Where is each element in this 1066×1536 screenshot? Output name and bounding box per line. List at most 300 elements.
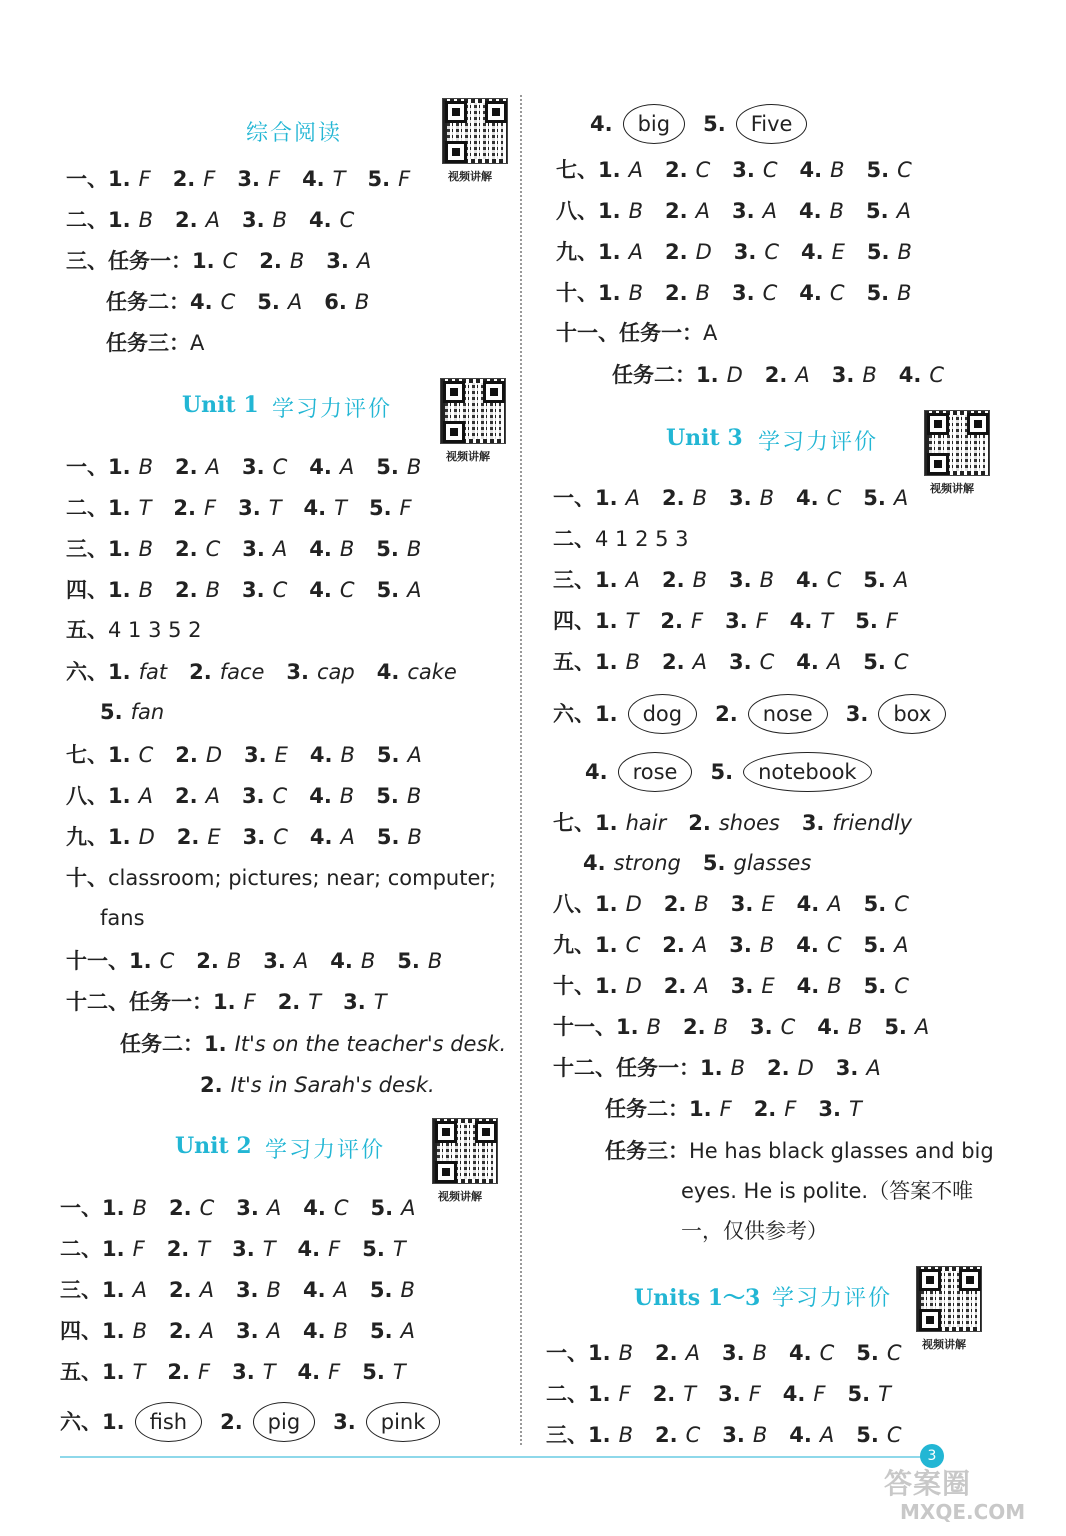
- question-label: 八、: [556, 199, 598, 223]
- item-number: 5.: [370, 1196, 394, 1220]
- answer-row: [612, 360, 966, 390]
- answer-value: B: [407, 825, 422, 849]
- item-number: 1.: [595, 650, 618, 674]
- circled-answer-row: [60, 1402, 458, 1442]
- item-number: 2.: [176, 825, 200, 849]
- item-number: 3.: [232, 1360, 255, 1384]
- item-number: 4.: [796, 892, 820, 916]
- answer-value: A: [826, 650, 842, 674]
- item-number: 5.: [376, 578, 400, 602]
- item-number: 4.: [309, 208, 332, 232]
- circled-word: pink: [366, 1402, 441, 1442]
- item-number: 2.: [664, 240, 688, 264]
- answer-value: T: [308, 990, 322, 1014]
- answer-value: T: [878, 1382, 891, 1406]
- answer-value: B: [333, 1319, 348, 1343]
- item-number: 3.: [730, 974, 754, 998]
- item-number: 5.: [710, 760, 734, 784]
- section-heading: Unit 2: [175, 1133, 252, 1159]
- item-number: 4.: [309, 578, 332, 602]
- answer-value: F: [328, 1360, 341, 1384]
- item-number: 1.: [108, 455, 131, 479]
- answer-value: T: [392, 1360, 406, 1384]
- answer-value: F: [755, 609, 768, 633]
- question-label: 三、: [546, 1423, 588, 1447]
- answer-value: A: [894, 933, 909, 957]
- question-label: 十二、任务一：: [66, 990, 213, 1014]
- item-number: 1.: [108, 660, 131, 684]
- item-number: 1.: [108, 578, 131, 602]
- item-number: 5.: [362, 1237, 385, 1261]
- answer-value: A: [893, 568, 909, 592]
- answer-row: [681, 1216, 850, 1246]
- qr-finder: [443, 381, 465, 403]
- answer-row: [60, 1316, 437, 1346]
- item-number: 2.: [196, 949, 219, 973]
- item-number: 1.: [588, 1341, 611, 1365]
- item-number: 4.: [303, 496, 327, 520]
- item-number: 3.: [731, 199, 755, 223]
- answer-row: [66, 164, 432, 194]
- answer-value: C: [897, 158, 912, 182]
- item-number: 2.: [652, 1382, 676, 1406]
- item-number: 5.: [369, 1278, 393, 1302]
- answer-value: B: [830, 158, 845, 182]
- answer-row: [553, 524, 711, 554]
- item-number: 1.: [108, 496, 131, 520]
- qr-finder: [443, 421, 465, 443]
- item-number: 4.: [801, 240, 824, 264]
- answer-value: B: [339, 537, 355, 561]
- answer-row: [66, 863, 518, 893]
- answer-value: C: [886, 1341, 902, 1365]
- item-number: 5.: [863, 974, 887, 998]
- item-number: 4.: [297, 1237, 321, 1261]
- question-label: 一、: [553, 486, 595, 510]
- answer-row: [553, 565, 930, 595]
- answer-row: [60, 1193, 437, 1223]
- answer-row: [106, 287, 391, 317]
- circled-word: box: [878, 694, 946, 734]
- answer-value: B: [138, 455, 154, 479]
- item-number: 5.: [863, 486, 886, 510]
- item-number: 1.: [108, 208, 131, 232]
- item-number: 2.: [655, 1341, 678, 1365]
- answer-row: [66, 987, 409, 1017]
- answer-value: A: [762, 199, 777, 223]
- answer-value: A: [694, 974, 709, 998]
- item-number: 5.: [865, 199, 889, 223]
- answer-value: B: [406, 784, 422, 808]
- answer-value: A: [287, 290, 303, 314]
- answer-row: [553, 1053, 903, 1083]
- item-number: 3.: [732, 158, 755, 182]
- item-number: 2.: [661, 486, 685, 510]
- bottom-rule: [60, 1456, 940, 1458]
- answer-value: B: [272, 208, 287, 232]
- answer-value: C: [272, 784, 288, 808]
- circled-answer-row: [553, 694, 964, 734]
- answer-row: [546, 1379, 913, 1409]
- circled-word: fish: [135, 1402, 202, 1442]
- item-number: 4.: [330, 949, 353, 973]
- qr-code-icon: [442, 98, 508, 164]
- question-label: 五、: [553, 650, 595, 674]
- item-number: 4.: [585, 760, 608, 784]
- answer-value: T: [392, 1237, 406, 1261]
- item-number: 2.: [169, 1196, 192, 1220]
- answer-value: A: [866, 1056, 881, 1080]
- qr-caption: 视频讲解: [446, 450, 490, 463]
- answer-value: friendly: [832, 811, 913, 835]
- item-number: 4.: [789, 1341, 812, 1365]
- answer-value: T: [332, 167, 346, 191]
- qr-code-icon: [432, 1118, 498, 1184]
- item-number: 1.: [689, 1097, 712, 1121]
- answer-value: F: [138, 167, 151, 191]
- answer-value: B: [897, 281, 912, 305]
- answer-row: [66, 534, 443, 564]
- item-number: 3.: [235, 1319, 259, 1343]
- answer-row: [605, 1136, 1016, 1166]
- item-number: 4.: [789, 1423, 812, 1447]
- item-number: 3.: [730, 892, 754, 916]
- circled-word: rose: [618, 752, 693, 792]
- item-number: 5.: [376, 743, 400, 767]
- answer-value: C: [780, 1015, 796, 1039]
- answer-value: B: [289, 249, 305, 273]
- item-number: 2.: [665, 199, 688, 223]
- answer-value: B: [266, 1278, 281, 1302]
- item-number: 3.: [241, 784, 265, 808]
- answer-value: B: [752, 1423, 768, 1447]
- answer-row: [553, 1012, 951, 1042]
- answer-row: [546, 1420, 924, 1450]
- item-number: 2.: [167, 1360, 191, 1384]
- item-number: 4.: [789, 609, 813, 633]
- answer-value: C: [222, 249, 238, 273]
- item-number: 4.: [190, 290, 213, 314]
- question-label: 九、: [556, 240, 598, 264]
- item-number: 2.: [715, 702, 738, 726]
- answer-row: [605, 1094, 884, 1124]
- item-number: 4.: [303, 1196, 326, 1220]
- answer-value: T: [625, 609, 639, 633]
- section-heading: Units 1～3: [634, 1285, 761, 1311]
- answer-value: B: [406, 455, 422, 479]
- answer-value: F: [813, 1382, 826, 1406]
- answer-row: [120, 1029, 528, 1059]
- item-number: 5.: [362, 1360, 385, 1384]
- answer-value: A: [205, 455, 220, 479]
- answer-row: [66, 946, 464, 976]
- item-number: 5.: [376, 825, 400, 849]
- question-label: 六、: [66, 660, 108, 684]
- answer-value: B: [138, 208, 154, 232]
- answer-row: [583, 848, 833, 878]
- answer-value: C: [894, 892, 909, 916]
- answer-value: T: [132, 1360, 146, 1384]
- item-number: 2.: [175, 743, 198, 767]
- item-number: 2.: [172, 167, 196, 191]
- watermark-logo: 答案圈: [884, 1467, 972, 1500]
- answer-value: F: [203, 167, 216, 191]
- circled-word: nose: [748, 694, 828, 734]
- answer-row: [66, 452, 443, 482]
- item-number: 2.: [660, 609, 684, 633]
- item-number: 2.: [764, 363, 788, 387]
- item-number: 2.: [200, 1073, 223, 1097]
- answer-row: [681, 1176, 995, 1206]
- answer-text: 4 1 2 5 3: [595, 527, 689, 551]
- answer-text: 一，仅供参考）: [681, 1219, 828, 1243]
- item-number: 4.: [302, 167, 325, 191]
- item-number: 2.: [663, 892, 687, 916]
- answer-value: A: [400, 1319, 415, 1343]
- answer-value: C: [886, 1423, 902, 1447]
- answer-value: glasses: [733, 851, 812, 875]
- answer-value: B: [226, 949, 242, 973]
- answer-value: B: [692, 568, 707, 592]
- answer-value: A: [625, 486, 640, 510]
- answer-value: B: [897, 240, 912, 264]
- answer-value: D: [726, 363, 743, 387]
- item-number: 1.: [192, 249, 215, 273]
- answer-value: B: [400, 1278, 415, 1302]
- item-number: 5.: [847, 1382, 871, 1406]
- item-number: 2.: [259, 249, 282, 273]
- answer-value: F: [885, 609, 898, 633]
- answer-value: face: [219, 660, 265, 684]
- question-label: 四、: [553, 609, 595, 633]
- answer-value: F: [198, 1360, 211, 1384]
- section-heading: 学习力评价: [758, 430, 879, 455]
- section-heading: 综合阅读: [246, 121, 343, 146]
- answer-value: C: [893, 650, 909, 674]
- answer-value: D: [797, 1056, 814, 1080]
- item-number: 1.: [598, 281, 621, 305]
- answer-row: [66, 657, 479, 687]
- answer-value: F: [618, 1382, 631, 1406]
- question-label: 三、: [60, 1278, 102, 1302]
- question-label: 十、: [556, 281, 598, 305]
- item-number: 1.: [588, 1423, 611, 1447]
- answer-value: F: [784, 1097, 797, 1121]
- item-number: 3.: [343, 990, 366, 1014]
- item-number: 4.: [799, 158, 823, 182]
- item-number: 1.: [595, 609, 618, 633]
- answer-value: D: [205, 743, 223, 767]
- answer-value: B: [847, 1015, 863, 1039]
- section-heading: 学习力评价: [772, 1286, 893, 1311]
- question-label: 七、: [556, 158, 598, 182]
- item-number: 5.: [863, 933, 887, 957]
- answer-value: A: [685, 1341, 700, 1365]
- item-number: 4.: [796, 974, 820, 998]
- qr-finder: [475, 1121, 497, 1143]
- answer-value: F: [328, 1237, 341, 1261]
- answer-value: A: [628, 158, 643, 182]
- page-number: 3: [920, 1444, 944, 1468]
- item-number: 3.: [326, 249, 349, 273]
- answer-row: [60, 1234, 428, 1264]
- question-label: 三、: [66, 537, 108, 561]
- answer-value: T: [262, 1237, 276, 1261]
- answer-value: B: [628, 199, 644, 223]
- item-number: 2.: [174, 784, 198, 808]
- qr-finder: [485, 101, 507, 123]
- item-number: 4.: [796, 650, 819, 674]
- answer-value: C: [333, 1196, 349, 1220]
- item-number: 2.: [661, 568, 685, 592]
- item-number: 4.: [898, 363, 922, 387]
- answer-value: B: [625, 650, 641, 674]
- item-number: 3.: [831, 363, 855, 387]
- qr-code-icon: [924, 410, 990, 476]
- answer-value: B: [646, 1015, 662, 1039]
- answer-value: A: [199, 1278, 214, 1302]
- item-number: 2.: [189, 660, 212, 684]
- question-label: 十一、任务一：: [556, 321, 703, 345]
- answer-value: C: [220, 290, 236, 314]
- answer-value: T: [848, 1097, 862, 1121]
- answer-value: B: [132, 1196, 148, 1220]
- item-number: 5.: [702, 851, 726, 875]
- item-number: 3.: [242, 825, 266, 849]
- answer-row: [553, 606, 920, 636]
- answer-text: fans: [100, 906, 145, 930]
- answer-value: strong: [613, 851, 681, 875]
- item-number: 1.: [595, 811, 618, 835]
- item-number: 4.: [302, 1278, 326, 1302]
- answer-value: E: [761, 892, 775, 916]
- answer-value: F: [132, 1237, 145, 1261]
- question-label: 五、: [66, 618, 108, 642]
- question-label: 六、: [553, 702, 595, 726]
- answer-value: F: [267, 167, 281, 191]
- answer-value: D: [695, 240, 712, 264]
- item-number: 5.: [866, 158, 890, 182]
- answer-row: [556, 278, 934, 308]
- item-number: 2.: [175, 578, 198, 602]
- question-label: 十、: [553, 974, 595, 998]
- item-number: 3.: [801, 811, 825, 835]
- item-number: 1.: [595, 568, 618, 592]
- item-number: 1.: [616, 1015, 639, 1039]
- answer-value: cap: [317, 660, 355, 684]
- item-number: 3.: [728, 568, 752, 592]
- item-number: 4.: [798, 199, 822, 223]
- item-number: 5.: [257, 290, 280, 314]
- answer-value: B: [692, 486, 707, 510]
- item-number: 6.: [324, 290, 347, 314]
- answer-row: [100, 697, 186, 727]
- item-number: 1.: [108, 167, 131, 191]
- item-number: 3.: [286, 660, 310, 684]
- question-label: 十一、: [553, 1015, 616, 1039]
- item-number: 4.: [309, 743, 333, 767]
- answer-value: A: [819, 1423, 835, 1447]
- answer-row: [556, 318, 739, 348]
- answer-value: C: [339, 208, 355, 232]
- item-number: 1.: [700, 1056, 723, 1080]
- answer-value: C: [759, 650, 775, 674]
- qr-caption: 视频讲解: [930, 482, 974, 495]
- answer-value: F: [398, 167, 411, 191]
- item-number: 2.: [169, 1319, 192, 1343]
- section-heading: Unit 3: [666, 425, 743, 451]
- answer-row: [66, 575, 444, 605]
- item-number: 3.: [733, 240, 757, 264]
- answer-value: D: [138, 825, 155, 849]
- answer-value: C: [625, 933, 641, 957]
- circled-word: pig: [253, 1402, 316, 1442]
- answer-value: T: [683, 1382, 697, 1406]
- answer-text: A: [703, 321, 718, 345]
- answer-value: C: [695, 158, 711, 182]
- question-label: 二、: [66, 496, 108, 520]
- answer-row: [553, 483, 930, 513]
- answer-value: A: [356, 249, 372, 273]
- item-number: 2.: [688, 811, 711, 835]
- item-number: 3.: [721, 1341, 745, 1365]
- item-number: 2.: [664, 158, 688, 182]
- answer-value: A: [272, 537, 288, 561]
- answer-row: [100, 903, 167, 933]
- answer-row: [553, 647, 930, 677]
- question-label: 八、: [553, 892, 595, 916]
- question-label: 六、: [60, 1410, 102, 1434]
- item-number: 1.: [102, 1319, 125, 1343]
- qr-finder: [435, 1161, 457, 1183]
- answer-value: T: [262, 1360, 276, 1384]
- item-number: 5.: [703, 112, 726, 136]
- item-number: 5.: [856, 1341, 879, 1365]
- question-label: 二、: [546, 1382, 588, 1406]
- item-number: 2.: [662, 650, 685, 674]
- item-number: 5.: [397, 949, 420, 973]
- answer-value: B: [340, 743, 355, 767]
- answer-value: B: [618, 1341, 634, 1365]
- answer-value: A: [407, 578, 422, 602]
- question-label: 十一、: [66, 949, 129, 973]
- answer-value: E: [831, 240, 845, 264]
- item-number: 4.: [309, 455, 332, 479]
- qr-code-icon: [916, 1266, 982, 1332]
- answer-value: fat: [138, 660, 168, 684]
- answer-value: B: [695, 281, 711, 305]
- qr-code-icon: [440, 378, 506, 444]
- item-number: 4.: [583, 851, 606, 875]
- answer-row: [553, 889, 931, 919]
- question-label: 任务三：: [106, 331, 190, 355]
- answer-value: A: [205, 208, 220, 232]
- answer-value: B: [752, 1341, 767, 1365]
- item-number: 4.: [590, 112, 613, 136]
- item-number: 3.: [235, 1278, 259, 1302]
- section-heading: 学习力评价: [265, 1138, 386, 1163]
- answer-value: B: [360, 949, 376, 973]
- answer-value: C: [819, 1341, 835, 1365]
- answer-value: F: [719, 1097, 732, 1121]
- answer-row: [556, 196, 933, 226]
- answer-value: C: [894, 974, 909, 998]
- circled-word: Five: [736, 104, 808, 144]
- answer-row: [556, 237, 934, 267]
- answer-value: A: [893, 486, 909, 510]
- answer-value: E: [274, 743, 288, 767]
- answer-value: A: [132, 1278, 147, 1302]
